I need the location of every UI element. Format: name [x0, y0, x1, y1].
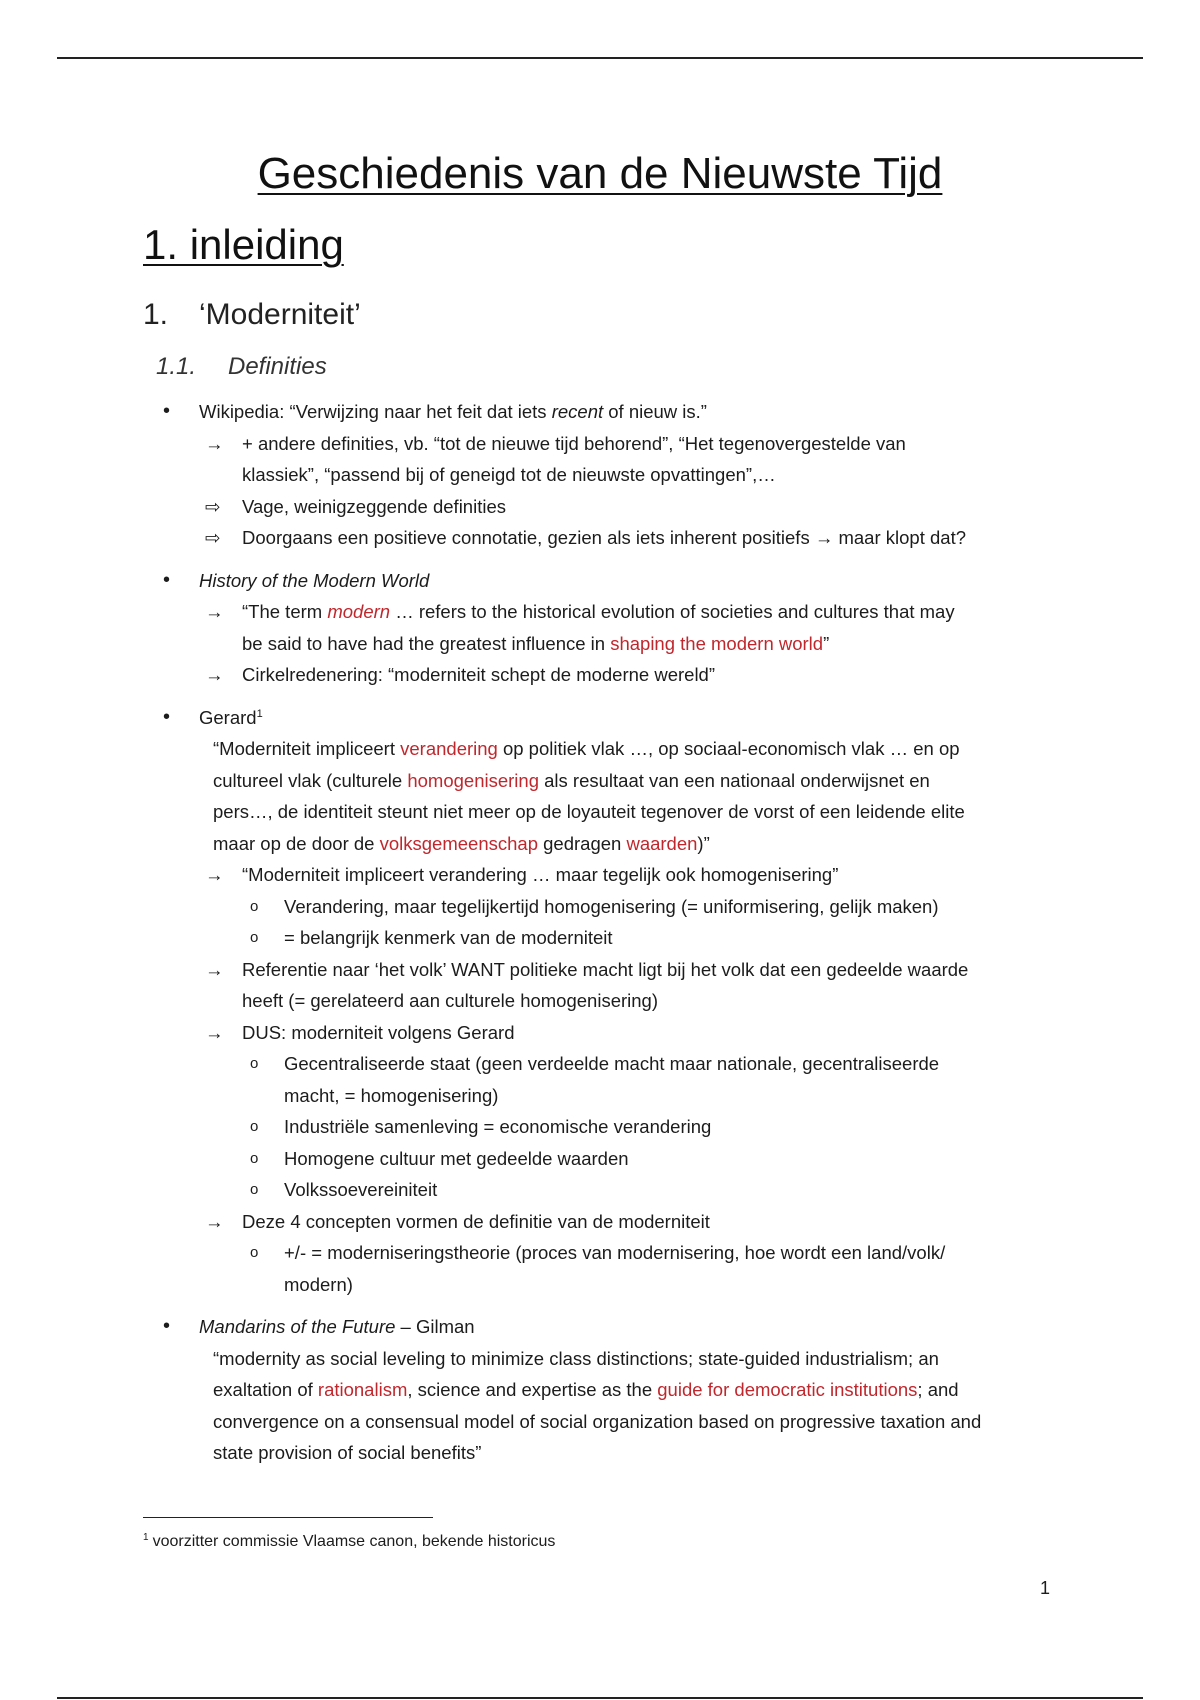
quote-line: maar op de door de volksgemeenschap gedragen waarden)” — [213, 832, 710, 854]
arrow-right-icon: → — [205, 864, 224, 885]
list-item: → Referentie naar ‘het volk’ WANT politieke macht ligt bij het volk dat een gedeelde waarde — [0, 954, 1200, 986]
quote-line: state provision of social benefits” — [213, 1442, 482, 1463]
footnote-reference[interactable]: 1 — [256, 707, 263, 720]
list-item: → Cirkelredenering: “moderniteit schept de moderne wereld” — [0, 659, 1200, 691]
list-item: ⇨ Vage, weinigzeggende definities — [0, 491, 1200, 523]
bullet-icon: • — [163, 705, 171, 728]
bottom-rule — [57, 1697, 1143, 1699]
arrow-right-icon: → — [205, 432, 224, 454]
section-number: 1. — [143, 298, 169, 331]
bullet-wikipedia — [0, 396, 1200, 554]
quote-line: exaltation of rationalism, science and expertise as the guide for democratic institutions; and — [213, 1379, 959, 1400]
arrow-right-icon: → — [205, 1210, 224, 1232]
footnote-text: voorzitter commissie Vlaamse canon, bekende historicus — [152, 1533, 556, 1550]
footnote-number: 1 — [143, 1531, 149, 1543]
open-arrow-icon: ⇨ — [205, 527, 221, 548]
circle-bullet-icon: o — [250, 1181, 259, 1198]
circle-bullet-icon: o — [250, 929, 259, 946]
list-item: o Volkssoevereiniteit — [0, 1174, 1200, 1206]
list-item: o Gecentraliseerde staat (geen verdeelde macht maar nationale, gecentraliseerde — [0, 1048, 1200, 1080]
list-item-continuation: be said to have had the greatest influence in shaping the modern world” — [242, 632, 830, 654]
list-item: o Homogene cultuur met gedeelde waarden — [0, 1143, 1200, 1175]
subsection-number: 1.1. — [156, 353, 197, 380]
list-item: • Mandarins of the Future – Gilman — [0, 1311, 1200, 1343]
list-item: → “The term modern … refers to the historical evolution of societies and cultures that may — [0, 596, 1200, 628]
arrow-right-icon: → — [205, 601, 224, 622]
circle-bullet-icon: o — [250, 897, 259, 915]
quote-line: “modernity as social leveling to minimize class distinctions; state-guided industrialism; an — [213, 1347, 939, 1369]
list-item: → + andere definities, vb. “tot de nieuwe tijd behorend”, “Het tegenovergestelde van — [0, 428, 1200, 460]
arrow-right-icon: → — [205, 958, 224, 980]
bullet-history-modern-world — [0, 565, 1200, 691]
subsection-title: Definities — [228, 353, 327, 380]
list-item: o +/- = moderniseringstheorie (proces van modernisering, hoe wordt een land/volk/ — [0, 1237, 1200, 1269]
list-item: → Deze 4 concepten vormen de definitie van de moderniteit — [0, 1206, 1200, 1238]
list-item-continuation: heeft (= gerelateerd aan culturele homogenisering) — [242, 990, 658, 1011]
circle-bullet-icon: o — [250, 1118, 259, 1135]
circle-bullet-icon: o — [250, 1244, 259, 1261]
circle-bullet-icon: o — [250, 1055, 259, 1072]
list-item-continuation: macht, = homogenisering) — [284, 1084, 499, 1106]
bullet-icon: • — [163, 400, 171, 422]
page-title: Geschiedenis van de Nieuwste Tijd — [257, 149, 943, 198]
quote-line: “Moderniteit impliceert verandering op politiek vlak …, op sociaal-economisch vlak … en op — [213, 738, 960, 759]
list-item: o Verandering, maar tegelijkertijd homogenisering (= uniformisering, gelijk maken) — [0, 891, 1200, 923]
list-item: o Industriële samenleving = economische verandering — [0, 1111, 1200, 1143]
bold-arrow-icon: → — [814, 527, 834, 548]
bullet-icon: • — [163, 1315, 171, 1337]
list-item: o = belangrijk kenmerk van de moderniteit — [0, 922, 1200, 954]
top-rule — [57, 57, 1143, 59]
quote-line: convergence on a consensual model of social organization based on progressive taxation and — [213, 1410, 982, 1432]
list-item: • History of the Modern World — [0, 565, 1200, 597]
list-item: → “Moderniteit impliceert verandering … maar tegelijk ook homogenisering” — [0, 859, 1200, 891]
list-item: • Gerard$^1$ — [0, 702, 1200, 734]
circle-bullet-icon: o — [250, 1149, 259, 1167]
list-item: → DUS: moderniteit volgens Gerard — [0, 1017, 1200, 1049]
arrow-right-icon: → — [205, 664, 224, 685]
quote-line: cultureel vlak (culturele homogenisering als resultaat van een nationaal onderwijsnet en — [213, 769, 930, 791]
subsection-heading — [156, 353, 327, 382]
quote-line: pers…, de identiteit steunt niet meer op de loyauteit tegenover de vorst of een leidende elite — [213, 801, 965, 822]
list-item: • Wikipedia: “Verwijzing naar het feit dat iets recent of nieuw is.” — [0, 396, 1200, 428]
chapter-heading: 1. inleiding — [143, 221, 344, 268]
list-item: ⇨ Doorgaans een positieve connotatie, gezien als iets inherent positiefs → maar klopt dat? — [0, 522, 1200, 554]
bullet-icon: • — [163, 568, 171, 591]
section-heading — [143, 297, 361, 333]
footnote — [143, 1531, 555, 1553]
section-title: ‘Moderniteit’ — [199, 298, 361, 331]
bullet-gerard — [0, 702, 1200, 1301]
arrow-right-icon: → — [205, 1021, 224, 1043]
open-arrow-icon: ⇨ — [205, 495, 221, 517]
footnote-separator — [143, 1517, 433, 1518]
page-number: 1 — [1040, 1578, 1051, 1598]
bullet-mandarins-of-the-future — [0, 1311, 1200, 1469]
list-item-continuation: modern) — [284, 1273, 353, 1295]
list-item-continuation: klassiek”, “passend bij of geneigd tot de nieuwste opvattingen”,… — [242, 464, 776, 485]
document-body — [0, 396, 1200, 1480]
